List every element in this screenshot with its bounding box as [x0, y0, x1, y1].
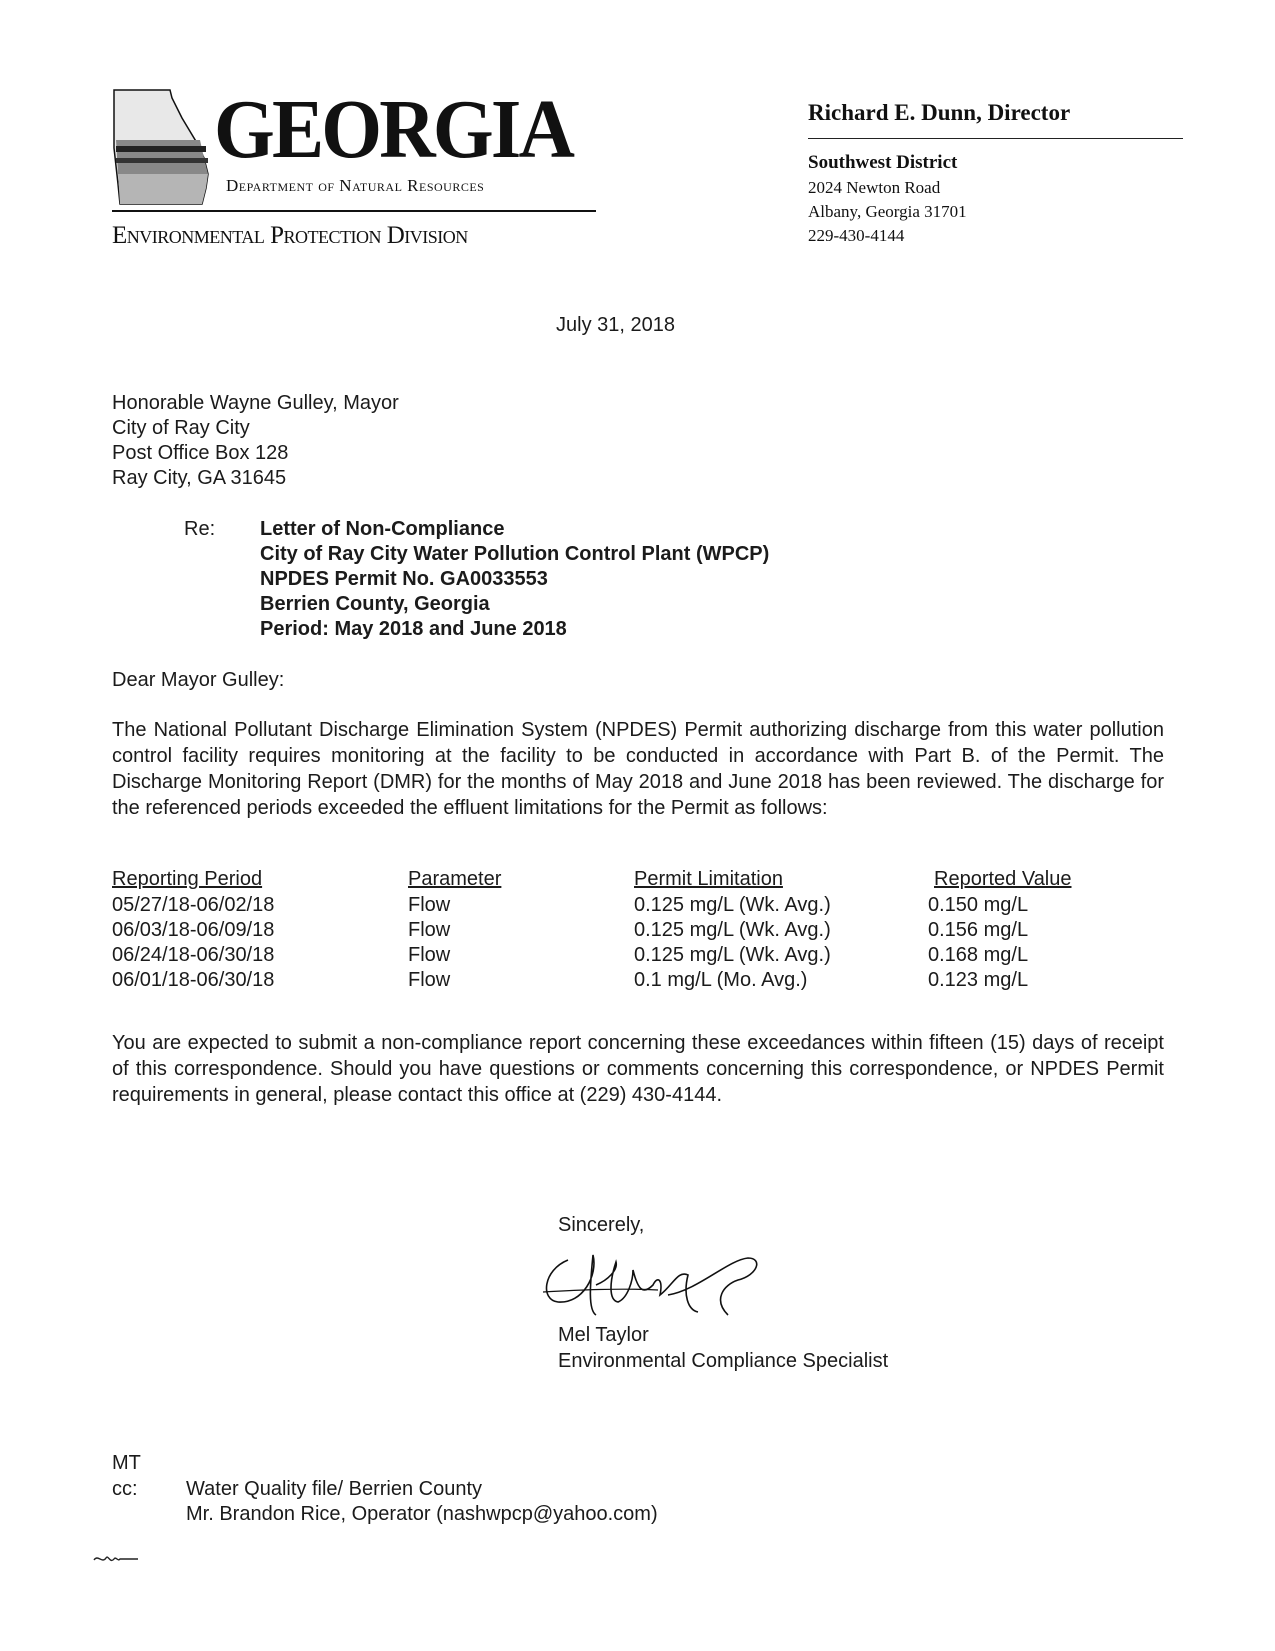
- table-cell: 05/27/18-06/02/18: [112, 894, 275, 916]
- re-subject-line: Letter of Non-Compliance: [260, 518, 505, 540]
- recipient-line: Honorable Wayne Gulley, Mayor: [112, 392, 399, 414]
- re-label: Re:: [184, 518, 216, 540]
- table-cell: 0.168 mg/L: [928, 944, 1029, 966]
- re-subject-line: Period: May 2018 and June 2018: [260, 618, 567, 640]
- table-cell: 0.125 mg/L (Wk. Avg.): [634, 919, 831, 941]
- table-cell: 0.156 mg/L: [928, 919, 1029, 941]
- table-cell: 0.125 mg/L (Wk. Avg.): [634, 944, 831, 966]
- handwritten-mark: [92, 1550, 140, 1568]
- recipient-line: Post Office Box 128: [112, 442, 289, 464]
- signature: [538, 1240, 778, 1330]
- recipient-line: Ray City, GA 31645: [112, 467, 287, 489]
- closing: Sincerely,: [558, 1214, 645, 1236]
- table-cell: Flow: [408, 919, 451, 941]
- district-name: Southwest District: [808, 152, 958, 173]
- table-row: [112, 942, 1112, 967]
- table-header: Parameter: [408, 868, 502, 890]
- table-row: [112, 917, 1112, 942]
- recipient-line: City of Ray City: [112, 417, 250, 439]
- table-header-row: [112, 866, 1112, 892]
- table-header: Reported Value: [934, 868, 1072, 890]
- table-cell: 06/03/18-06/09/18: [112, 919, 275, 941]
- letter-date: July 31, 2018: [556, 314, 675, 336]
- table-cell: 0.150 mg/L: [928, 894, 1029, 916]
- exceedance-table: [112, 866, 1112, 992]
- letterhead-divider: [112, 210, 596, 212]
- director-name: Richard E. Dunn, Director: [808, 100, 1071, 125]
- re-subject-line: NPDES Permit No. GA0033553: [260, 568, 548, 590]
- table-cell: 06/24/18-06/30/18: [112, 944, 275, 966]
- director-divider: [808, 138, 1183, 139]
- address-street: 2024 Newton Road: [808, 178, 941, 197]
- cc-recipient: Water Quality file/ Berrien County: [186, 1478, 483, 1500]
- cc-recipient: Mr. Brandon Rice, Operator (nashwpcp@yahoo.com): [186, 1503, 658, 1525]
- department-name: Department of Natural Resources: [226, 176, 485, 195]
- table-cell: 0.123 mg/L: [928, 969, 1029, 991]
- table-cell: 0.1 mg/L (Mo. Avg.): [634, 969, 808, 991]
- body-paragraph: You are expected to submit a non-compliance report concerning these exceedances within fifteen (15) days of receipt of this correspondence. Should you have questions or comments concerning this correspondence, or NPDES Permit requirements in general, please contact this office at (229) 430-4144.: [112, 1032, 1164, 1106]
- division-name: Environmental Protection Division: [112, 222, 468, 249]
- typist-initials: MT: [112, 1452, 141, 1474]
- signer-name: Mel Taylor: [558, 1324, 649, 1346]
- agency-name: GEORGIA: [214, 83, 573, 176]
- body-paragraph: The National Pollutant Discharge Elimination System (NPDES) Permit authorizing discharge from this water pollution control facility requires monitoring at the facility to be conducted in accordance with Part B. of the Permit. The Discharge Monitoring Report (DMR) for the months of May 2018 and June 2018 has been reviewed. The discharge for the referenced periods exceeded the effluent limitations for the Permit as follows:: [112, 719, 1164, 819]
- table-header: Reporting Period: [112, 868, 263, 890]
- salutation: Dear Mayor Gulley:: [112, 669, 285, 691]
- re-subject-line: Berrien County, Georgia: [260, 593, 490, 615]
- cc-label: cc:: [112, 1478, 138, 1500]
- address-city: Albany, Georgia 31701: [808, 202, 967, 221]
- table-cell: Flow: [408, 969, 451, 991]
- table-row: [112, 892, 1112, 917]
- table-cell: 06/01/18-06/30/18: [112, 969, 275, 991]
- signer-title: Environmental Compliance Specialist: [558, 1350, 889, 1372]
- table-cell: 0.125 mg/L (Wk. Avg.): [634, 894, 831, 916]
- table-cell: Flow: [408, 944, 451, 966]
- table-header: Permit Limitation: [634, 868, 783, 890]
- table-cell: Flow: [408, 894, 451, 916]
- re-subject-line: City of Ray City Water Pollution Control Plant (WPCP): [260, 543, 770, 565]
- georgia-map-logo: [112, 88, 212, 206]
- address-phone: 229-430-4144: [808, 226, 905, 245]
- table-row: [112, 967, 1112, 992]
